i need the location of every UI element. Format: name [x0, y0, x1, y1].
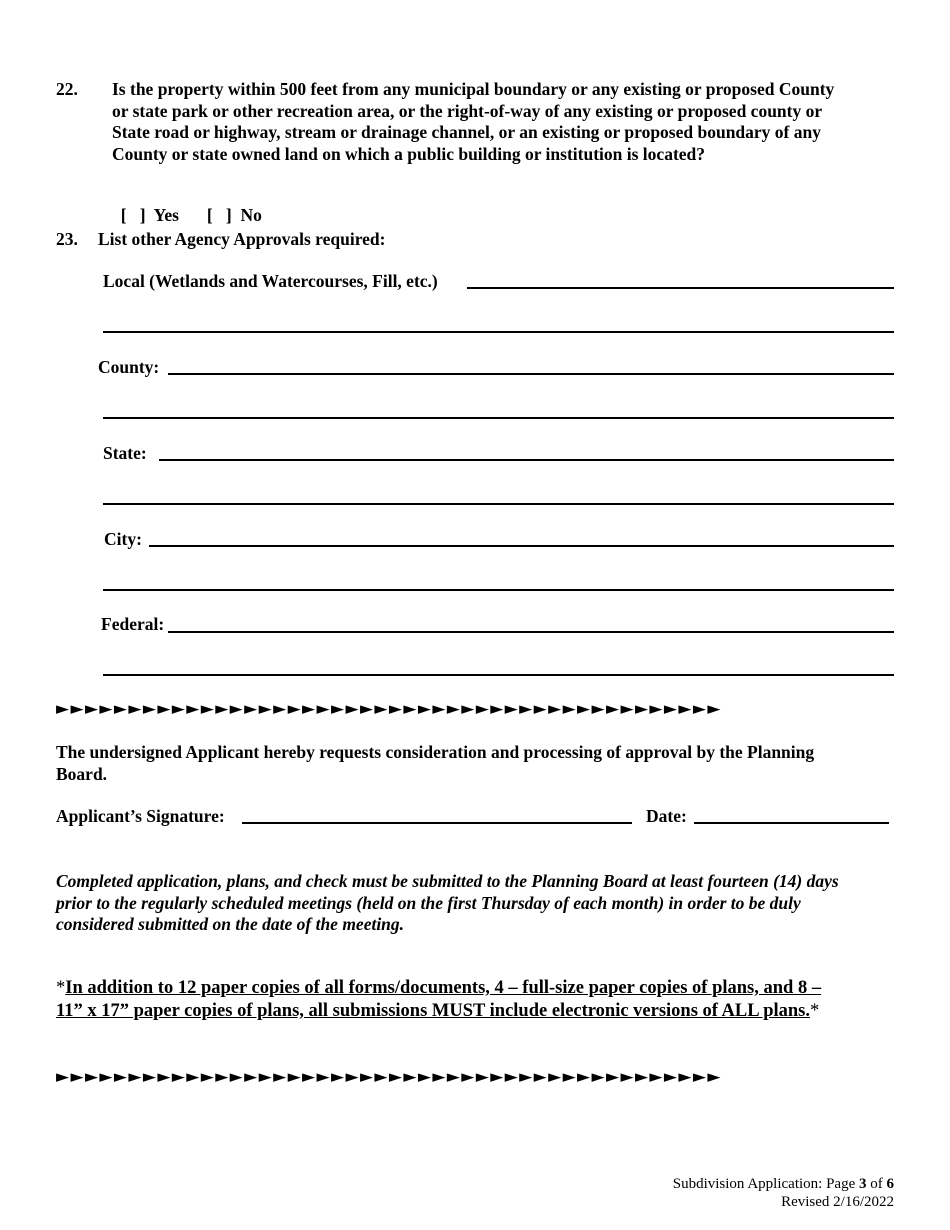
page-prefix: Subdivision Application: Page [672, 1176, 859, 1192]
question-22-line-3: State road or highway, stream or drainage channel, or an existing or proposed boundary of any [112, 122, 821, 142]
copies-note-line-2: 11” x 17” paper copies of plans, all submissions MUST include electronic versions of ALL plans. [56, 1001, 810, 1021]
local-approvals-line-2[interactable] [103, 331, 894, 333]
state-approvals-line[interactable] [159, 459, 894, 461]
local-approvals-label: Local (Wetlands and Watercourses, Fill, etc.) [103, 271, 438, 291]
submission-note-line-1: Completed application, plans, and check must be submitted to the Planning Board at least fourteen (14) days [56, 871, 839, 891]
arrow-divider-bottom: ►►►►►►►►►►►►►►►►►►►►►►►►►►►►►►►►►►►►►►►►►►►►►► [56, 1067, 722, 1087]
certification-line-2: Board. [56, 763, 108, 784]
submission-note [56, 871, 896, 936]
certification-text [56, 742, 906, 785]
date-label: Date: [646, 806, 687, 826]
signature-label: Applicant’s Signature: [56, 806, 225, 826]
page-of: of [866, 1176, 887, 1192]
copies-note [56, 977, 901, 1023]
yes-no-options [112, 184, 262, 226]
local-approvals-line[interactable] [467, 287, 894, 289]
question-22-line-4: County or state owned land on which a public building or institution is located? [112, 143, 706, 164]
federal-approvals-line-2[interactable] [103, 674, 894, 676]
yes-checkbox[interactable]: [ ] Yes [120, 205, 179, 225]
submission-note-line-2: prior to the regularly scheduled meetings (held on the first Thursday of each month) in order to be duly [56, 892, 801, 913]
question-22-number: 22. [56, 79, 78, 99]
federal-approvals-line[interactable] [168, 631, 894, 633]
question-23-number: 23. [56, 229, 78, 249]
question-23-text: List other Agency Approvals required: [98, 229, 386, 249]
date-line[interactable] [694, 822, 889, 824]
submission-note-line-3: considered submitted on the date of the meeting. [56, 914, 405, 934]
copies-note-asterisk-start: * [56, 978, 66, 998]
federal-approvals-label: Federal: [101, 614, 165, 634]
page-current: 3 [859, 1176, 867, 1192]
copies-note-line-1: In addition to 12 paper copies of all forms/documents, 4 – full-size paper copies of plans, and 8 – [65, 978, 822, 998]
county-approvals-line[interactable] [168, 373, 894, 375]
page-total: 6 [886, 1176, 894, 1192]
arrow-divider-top: ►►►►►►►►►►►►►►►►►►►►►►►►►►►►►►►►►►►►►►►►►►►►►► [56, 699, 722, 719]
copies-note-asterisk-end: * [810, 1001, 820, 1021]
city-approvals-label: City: [104, 529, 142, 549]
question-22-line-2: or state park or other recreation area, or the right-of-way of any existing or proposed county or [112, 100, 823, 121]
revision-date: Revised 2/16/2022 [781, 1194, 894, 1210]
question-22-line-1: Is the property within 500 feet from any municipal boundary or any existing or proposed County [112, 79, 835, 99]
question-22-text [112, 79, 902, 165]
city-approvals-line-2[interactable] [103, 589, 894, 591]
county-approvals-label: County: [98, 357, 160, 377]
state-approvals-label: State: [103, 443, 147, 463]
state-approvals-line-2[interactable] [103, 503, 894, 505]
city-approvals-line[interactable] [149, 545, 894, 547]
no-checkbox[interactable]: [ ] No [206, 205, 262, 225]
certification-line-1: The undersigned Applicant hereby requests consideration and processing of approval by the Planning [56, 742, 815, 762]
signature-line[interactable] [242, 822, 632, 824]
page-number [673, 1175, 894, 1193]
county-approvals-line-2[interactable] [103, 417, 894, 419]
page-footer [673, 1175, 894, 1211]
